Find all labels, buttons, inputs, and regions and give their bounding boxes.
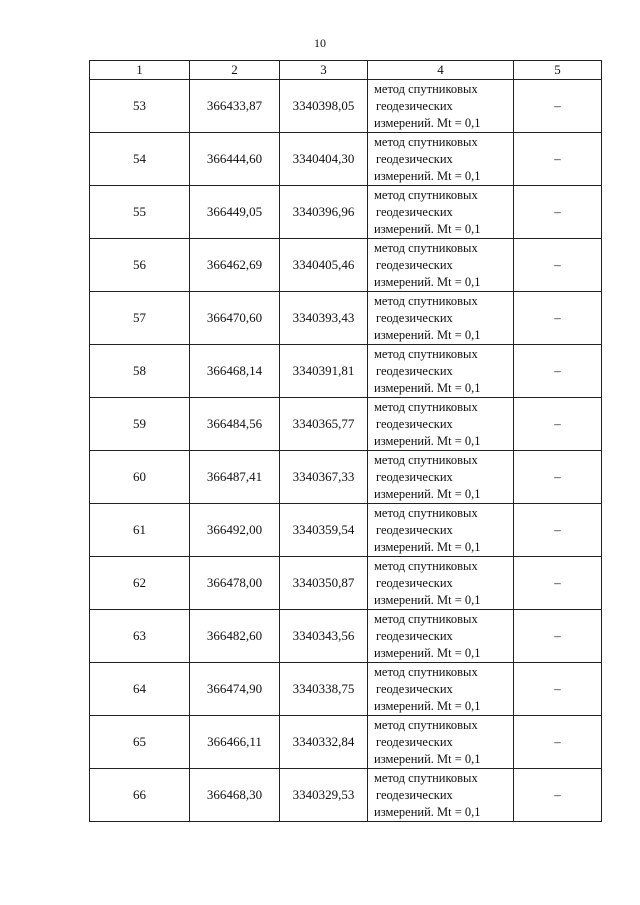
point-number-cell: 58: [90, 345, 190, 398]
method-cell: [368, 610, 514, 663]
coord-y-cell: 3340329,53: [280, 769, 368, 822]
coord-x-cell: 366462,69: [190, 239, 280, 292]
coord-y-cell: 3340396,96: [280, 186, 368, 239]
table-row: [90, 716, 602, 769]
method-line: измерений. Mt = 0,1: [374, 645, 481, 660]
coord-y-cell: 3340393,43: [280, 292, 368, 345]
method-line: метод спутниковых: [374, 134, 478, 149]
method-line: метод спутниковых: [374, 505, 478, 520]
table-row: [90, 345, 602, 398]
note-cell: –: [514, 345, 602, 398]
table-body: [90, 80, 602, 822]
method-cell: [368, 80, 514, 133]
method-line: измерений. Mt = 0,1: [374, 486, 481, 501]
note-cell: –: [514, 398, 602, 451]
point-number-cell: 53: [90, 80, 190, 133]
method-line: геодезических: [376, 98, 453, 113]
coordinates-table: [89, 60, 602, 822]
method-cell: [368, 133, 514, 186]
coord-y-cell: 3340338,75: [280, 663, 368, 716]
method-line: метод спутниковых: [374, 346, 478, 361]
method-line: измерений. Mt = 0,1: [374, 751, 481, 766]
coord-x-cell: 366484,56: [190, 398, 280, 451]
table-row: [90, 133, 602, 186]
table-header-row: [90, 61, 602, 80]
method-line: метод спутниковых: [374, 611, 478, 626]
coord-x-cell: 366470,60: [190, 292, 280, 345]
method-line: геодезических: [376, 416, 453, 431]
coord-x-cell: 366487,41: [190, 451, 280, 504]
coord-y-cell: 3340398,05: [280, 80, 368, 133]
method-line: метод спутниковых: [374, 293, 478, 308]
method-line: геодезических: [376, 734, 453, 749]
table-row: [90, 451, 602, 504]
method-line: геодезических: [376, 681, 453, 696]
table-row: [90, 80, 602, 133]
coord-y-cell: 3340365,77: [280, 398, 368, 451]
note-cell: –: [514, 451, 602, 504]
table-row: [90, 398, 602, 451]
method-line: метод спутниковых: [374, 452, 478, 467]
coord-y-cell: 3340359,54: [280, 504, 368, 557]
method-line: геодезических: [376, 787, 453, 802]
point-number-cell: 60: [90, 451, 190, 504]
note-cell: –: [514, 610, 602, 663]
note-cell: –: [514, 504, 602, 557]
point-number-cell: 66: [90, 769, 190, 822]
table-row: [90, 557, 602, 610]
coord-y-cell: 3340367,33: [280, 451, 368, 504]
method-cell: [368, 716, 514, 769]
table-row: [90, 239, 602, 292]
coord-y-cell: 3340391,81: [280, 345, 368, 398]
coord-x-cell: 366466,11: [190, 716, 280, 769]
table-row: [90, 610, 602, 663]
method-cell: [368, 239, 514, 292]
method-line: геодезических: [376, 628, 453, 643]
method-line: измерений. Mt = 0,1: [374, 168, 481, 183]
table-row: [90, 769, 602, 822]
method-line: метод спутниковых: [374, 240, 478, 255]
coord-y-cell: 3340332,84: [280, 716, 368, 769]
point-number-cell: 54: [90, 133, 190, 186]
coord-y-cell: 3340350,87: [280, 557, 368, 610]
page-number: 10: [314, 36, 326, 50]
note-cell: –: [514, 133, 602, 186]
method-line: метод спутниковых: [374, 770, 478, 785]
method-line: измерений. Mt = 0,1: [374, 380, 481, 395]
method-line: метод спутниковых: [374, 664, 478, 679]
method-line: измерений. Mt = 0,1: [374, 698, 481, 713]
coord-x-cell: 366482,60: [190, 610, 280, 663]
table-row: [90, 292, 602, 345]
method-cell: [368, 504, 514, 557]
method-cell: [368, 292, 514, 345]
header-col-3: 3: [280, 61, 368, 80]
method-line: геодезических: [376, 522, 453, 537]
method-line: геодезических: [376, 469, 453, 484]
method-line: измерений. Mt = 0,1: [374, 592, 481, 607]
method-line: метод спутниковых: [374, 399, 478, 414]
header-col-1: 1: [90, 61, 190, 80]
method-cell: [368, 451, 514, 504]
method-line: геодезических: [376, 575, 453, 590]
coord-x-cell: 366444,60: [190, 133, 280, 186]
coord-x-cell: 366468,14: [190, 345, 280, 398]
coord-x-cell: 366478,00: [190, 557, 280, 610]
note-cell: –: [514, 292, 602, 345]
note-cell: –: [514, 663, 602, 716]
method-line: измерений. Mt = 0,1: [374, 274, 481, 289]
coord-y-cell: 3340405,46: [280, 239, 368, 292]
coord-x-cell: 366449,05: [190, 186, 280, 239]
point-number-cell: 61: [90, 504, 190, 557]
point-number-cell: 65: [90, 716, 190, 769]
point-number-cell: 56: [90, 239, 190, 292]
note-cell: –: [514, 186, 602, 239]
point-number-cell: 62: [90, 557, 190, 610]
coord-y-cell: 3340404,30: [280, 133, 368, 186]
note-cell: –: [514, 557, 602, 610]
method-line: измерений. Mt = 0,1: [374, 804, 481, 819]
coord-x-cell: 366468,30: [190, 769, 280, 822]
table-row: [90, 504, 602, 557]
coord-x-cell: 366492,00: [190, 504, 280, 557]
method-cell: [368, 557, 514, 610]
method-cell: [368, 345, 514, 398]
method-cell: [368, 663, 514, 716]
method-cell: [368, 186, 514, 239]
coord-y-cell: 3340343,56: [280, 610, 368, 663]
header-col-4: 4: [368, 61, 514, 80]
point-number-cell: 59: [90, 398, 190, 451]
point-number-cell: 57: [90, 292, 190, 345]
note-cell: –: [514, 239, 602, 292]
method-line: геодезических: [376, 151, 453, 166]
method-line: метод спутниковых: [374, 187, 478, 202]
method-line: геодезических: [376, 204, 453, 219]
point-number-cell: 64: [90, 663, 190, 716]
method-line: измерений. Mt = 0,1: [374, 221, 481, 236]
coord-x-cell: 366433,87: [190, 80, 280, 133]
note-cell: –: [514, 716, 602, 769]
coord-x-cell: 366474,90: [190, 663, 280, 716]
method-line: измерений. Mt = 0,1: [374, 327, 481, 342]
method-cell: [368, 769, 514, 822]
table-row: [90, 663, 602, 716]
method-line: измерений. Mt = 0,1: [374, 539, 481, 554]
table-row: [90, 186, 602, 239]
method-line: метод спутниковых: [374, 717, 478, 732]
method-line: геодезических: [376, 363, 453, 378]
method-line: измерений. Mt = 0,1: [374, 115, 481, 130]
method-line: геодезических: [376, 257, 453, 272]
method-line: измерений. Mt = 0,1: [374, 433, 481, 448]
method-cell: [368, 398, 514, 451]
header-col-5: 5: [514, 61, 602, 80]
note-cell: –: [514, 80, 602, 133]
header-col-2: 2: [190, 61, 280, 80]
point-number-cell: 63: [90, 610, 190, 663]
method-line: метод спутниковых: [374, 558, 478, 573]
note-cell: –: [514, 769, 602, 822]
method-line: геодезических: [376, 310, 453, 325]
method-line: метод спутниковых: [374, 81, 478, 96]
point-number-cell: 55: [90, 186, 190, 239]
